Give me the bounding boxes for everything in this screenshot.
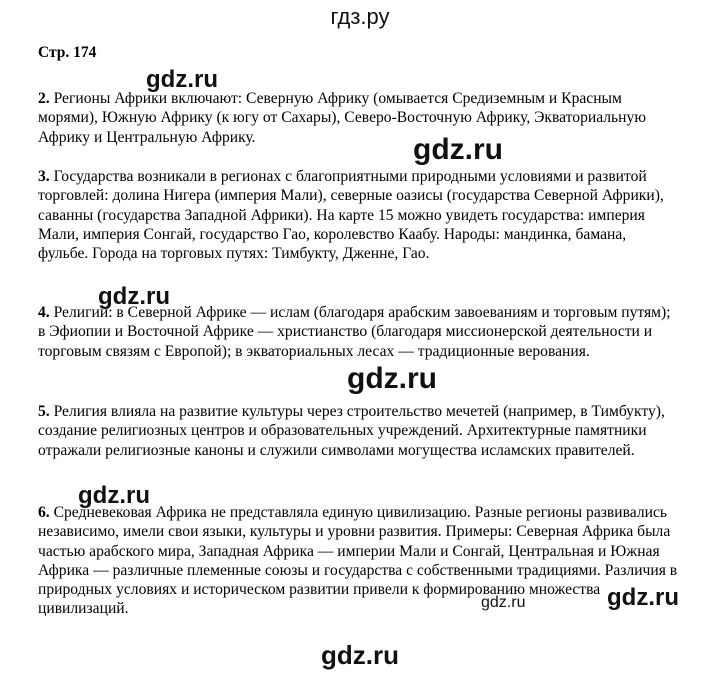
answer-paragraph-4 — [38, 303, 678, 361]
answer-text: Государства возникали в регионах с благоприятными природными условиями и развитой торговлей: долина Нигера (империя Мали), северные оазисы (государства Северной Африки), саванны (государства Западной Африки). На карте 15 можно увидеть государства: империя Мали, империя Сонгай, государство Гао, королевство Каабу. Народы: мандинка, бамана, фульбе. Города на торговых путях: Тимбукту, Дженне, Гао. — [38, 168, 664, 263]
answer-paragraph-3 — [38, 167, 678, 263]
watermark-logo: gdz.ru — [607, 584, 679, 611]
answer-text: Средневековая Африка не представляла единую цивилизацию. Разные регионы развивались независимо, имели свои языки, культуры и уровни развития. Примеры: Северная Африка была частью арабского мира, Западная Африка — империи Мали и Сонгай, Центральная и Южная Африка — различные племенные союзы и государства с собственными традициями. Различия в природных условиях и историческом развитии привели к формированию множества цивилизаций. — [38, 504, 678, 618]
watermark-logo: gdz.ru — [413, 133, 503, 166]
watermark-logo: gdz.ru — [146, 66, 218, 93]
watermark-logo: gdz.ru — [481, 594, 526, 611]
answer-number: 6. — [38, 504, 54, 521]
watermark-logo: gdz.ru — [347, 362, 437, 395]
answer-paragraph-5 — [38, 402, 678, 460]
answer-paragraph-2 — [38, 89, 678, 147]
watermark-logo: gdz.ru — [78, 482, 150, 509]
answer-number: 2. — [38, 90, 54, 107]
answer-number: 5. — [38, 403, 54, 420]
answer-text: Религии: в Северной Африке — ислам (благодаря арабским завоеваниям и торговым путям); в Эфиопии и Восточной Африке — христианство (благодаря миссионерской деятельности и торговым связям с Европой); в экваториальных лесах — традиционные верования. — [38, 304, 671, 360]
answer-number: 4. — [38, 304, 54, 321]
watermark-logo: gdz.ru — [98, 283, 170, 310]
answer-text: Регионы Африки включают: Северную Африку (омывается Средиземным и Красным морями), Южную Африку (к югу от Сахары), Северо-Восточную Африку, Экваториальную Африку и Центральную Африку. — [38, 90, 646, 146]
page-number-label: Стр. 174 — [38, 44, 97, 61]
footer-watermark: gdz.ru — [321, 640, 399, 670]
site-header-title: гдз.ру — [330, 4, 390, 29]
answer-text: Религия влияла на развитие культуры через строительство мечетей (например, в Тимбукту), создание религиозных центров и образовательных учреждений. Архитектурные памятники отражали религиозные каноны и служили символами могущества исламских правителей. — [38, 403, 665, 459]
answer-number: 3. — [38, 168, 54, 185]
answer-paragraph-6 — [38, 503, 678, 619]
